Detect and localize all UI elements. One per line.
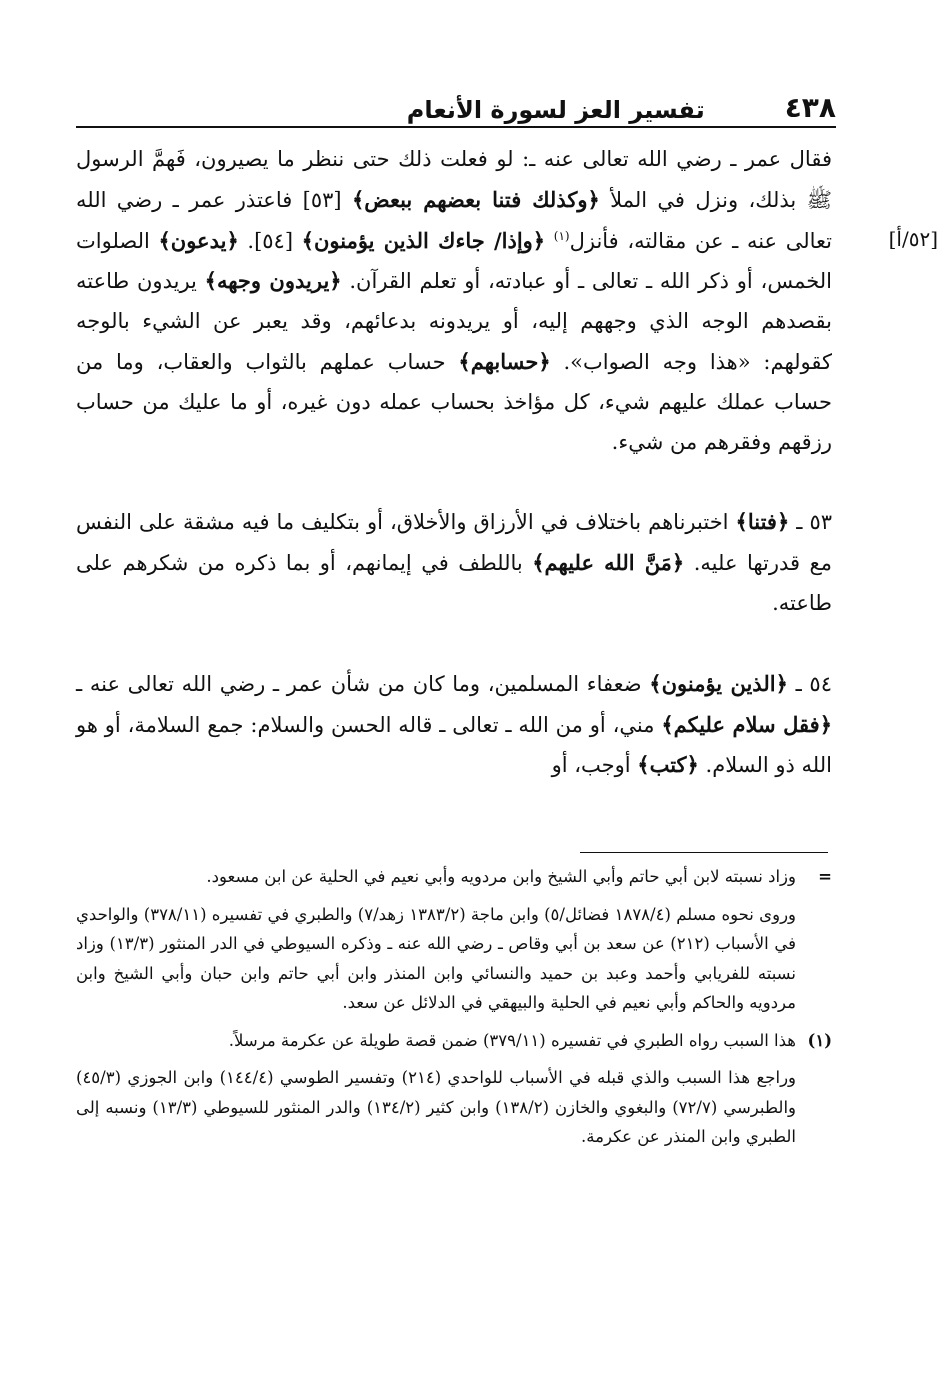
main-text: [76, 140, 832, 786]
commentary-text: فقال عمر ـ رضي الله تعالى عنه ـ: لو فعلت ذلك حتى ننظر ما يصيرون، فَهمَّ الرسول ﷺ بذلك، ونزل في الملأ: [76, 147, 832, 212]
commentary-text: ضعفاء المسلمين، وما كان من شأن عمر ـ رضي الله تعالى عنه ـ: [76, 671, 650, 696]
footnote-separator: [580, 852, 828, 853]
footnote-text: هذا السبب رواه الطبري في تفسيره (٣٧٩/١١) ضمن قصة طويلة عن عكرمة مرسلاً.: [228, 1030, 796, 1050]
commentary-text: الصلوات الخمس، أو ذكر الله ـ تعالى ـ أو عبادته، أو تعلم القرآن.: [76, 228, 833, 294]
quran-quote: ﴿حسابهم﴾: [458, 348, 551, 374]
commentary-text: [٥٤].: [238, 228, 302, 253]
quran-quote: ﴿وكذلك فتنا بعضهم ببعض﴾: [351, 186, 600, 212]
commentary-text: يريدون طاعته بقصدهم الوجه الذي وجههم إليه، أو يريدونه بدعائهم، وقد يعبر عن الشيء بالوجه كقولهم: «هذا وجه الصواب».: [76, 269, 832, 374]
quran-quote: ﴿فقل سلام عليكم﴾: [661, 711, 832, 737]
quran-quote: ﴿وإذا/ جاءك الذين يؤمنون﴾: [301, 227, 546, 253]
commentary-text: باللطف في إيمانهم، أو بما ذكره من شكرهم على طاعته.: [76, 551, 832, 615]
paragraph-verse-54: [76, 664, 832, 786]
footnote-text: وزاد نسبته لابن أبي حاتم وأبي الشيخ وابن مردويه وأبي نعيم في الحلية عن ابن مسعود.: [206, 867, 796, 886]
commentary-text: ٥٤ ـ: [787, 671, 832, 696]
commentary-text: أوجب، أو: [551, 753, 638, 778]
footnote-text: وروى نحوه مسلم (١٨٧٨/٤ فضائل/٥) وابن ماجة (١٣٨٣/٢ زهد/٧) والطبري في تفسيره (٣٧٨/١١) والواحدي في الأسباب (٢١٢) عن سعد بن أبي وقاص ـ رضي الله عنه ـ وذكره السيوطي في الدر المنثور (١٣/٣) وزاد نسبته للفريابي وأحمد وعبد بن حميد والنسائي وابن المنذر وابن أبي حاتم وابن حبان وأبي الشيخ وابن مردويه والحاكم وأبي نعيم في الحلية والبيهقي في الدلائل عن سعد.: [76, 904, 797, 1012]
commentary-text: [545, 229, 554, 253]
commentary-text: [٥٣] فاعتذر عمر ـ رضي الله تعالى عنه ـ عن مقالته، فأنزل: [76, 187, 832, 253]
page-header: [78, 78, 836, 122]
quran-quote: ﴿يريدون وجهه﴾: [204, 268, 342, 294]
quran-quote: ﴿يدعون﴾: [158, 227, 239, 253]
commentary-text: حساب عملهم بالثواب والعقاب، وما من حساب عملك عليهم شيء، كل مؤاخذ بحساب عمله دون غيره، أو ما عليك من حساب رزقهم وفقرهم من شيء.: [76, 349, 832, 454]
commentary-text: اختبرناهم باختلاف في الأرزاق والأخلاق، أو بتكليف ما فيه مشقة على النفس مع قدرتها عليه.: [76, 510, 832, 576]
footnote-text: وراجع هذا السبب والذي قبله في الأسباب للواحدي (٢١٤) وتفسير الطوسي (١٤٤/٤) وابن الجوزي (٤٥/٣) والطبرسي (٧٢/٧) والبغوي والخازن (١٣٨/٢) وابن كثير (١٣٤/٢) والدر المنثور للسيوطي (١٣/٣) ونسبه إلى الطبري وابن المنذر عن عكرمة.: [76, 1068, 797, 1146]
footnote-1: [76, 1026, 832, 1056]
paragraph-intro: [76, 140, 832, 462]
footnote-reference: (١): [553, 228, 570, 243]
footnote-marker: (١): [807, 1030, 832, 1050]
margin-folio-note: [٥٢/أ]: [888, 227, 938, 251]
page-number: ٤٣٨: [784, 91, 836, 124]
footnotes: [76, 862, 832, 1160]
footnote-continuation: [76, 862, 832, 892]
header-rule: [76, 126, 836, 128]
running-title: تفسير العز لسورة الأنعام: [406, 96, 705, 124]
quran-quote: ﴿كتب﴾: [637, 752, 699, 778]
quran-quote: ﴿الذين يؤمنون﴾: [649, 670, 788, 696]
commentary-text: مني، أو من الله ـ تعالى ـ قاله الحسن والسلام: جمع السلامة، أو هو الله ذو السلام.: [76, 712, 832, 778]
commentary-text: ٥٣ ـ: [789, 510, 832, 535]
quran-quote: ﴿مَنَّ الله عليهم﴾: [532, 550, 685, 576]
quran-quote: ﴿فتنا﴾: [735, 509, 790, 535]
paragraph-verse-53: [76, 502, 832, 623]
footnote-marker: =: [818, 867, 832, 886]
